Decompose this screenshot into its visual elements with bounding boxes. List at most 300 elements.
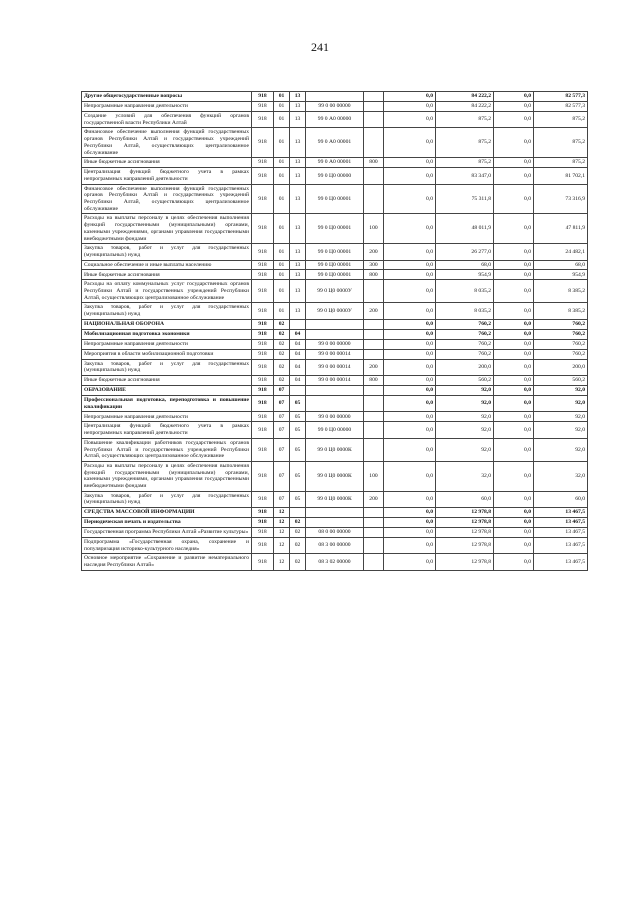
expense-kind-cell xyxy=(364,319,384,329)
amount-cell-2: 12 978,8 xyxy=(436,508,494,518)
section-code-cell: 07 xyxy=(274,385,290,395)
expense-kind-cell xyxy=(364,508,384,518)
page-number: 241 xyxy=(311,40,329,54)
amount-cell-1: 0,0 xyxy=(384,359,436,375)
expense-kind-cell: 800 xyxy=(364,158,384,168)
amount-cell-2: 200,0 xyxy=(436,359,494,375)
amount-cell-3: 0,0 xyxy=(494,184,534,214)
amount-cell-3: 0,0 xyxy=(494,508,534,518)
section-code-cell: 01 xyxy=(274,158,290,168)
table-row xyxy=(82,395,588,411)
ministry-code-cell: 918 xyxy=(252,461,274,491)
ministry-code-cell: 918 xyxy=(252,270,274,280)
amount-cell-3: 0,0 xyxy=(494,319,534,329)
amount-cell-4: 82 577,3 xyxy=(534,102,588,112)
subsection-code-cell: 13 xyxy=(290,92,306,102)
ministry-code-cell: 918 xyxy=(252,518,274,528)
amount-cell-4: 24 482,1 xyxy=(534,244,588,260)
amount-cell-2: 60,0 xyxy=(436,491,494,507)
ministry-code-cell: 918 xyxy=(252,554,274,570)
table-row xyxy=(82,214,588,244)
section-code-cell: 01 xyxy=(274,270,290,280)
row-name-cell: Профессиональная подготовка, переподготовка и повышение квалификации xyxy=(82,395,252,411)
row-name-cell: Основное мероприятие «Сохранение и развитие нематериального наследия Республики Алтай» xyxy=(82,554,252,570)
target-article-cell xyxy=(306,92,364,102)
expense-kind-cell: 200 xyxy=(364,491,384,507)
amount-cell-3: 0,0 xyxy=(494,260,534,270)
expense-kind-cell xyxy=(364,184,384,214)
table-row xyxy=(82,112,588,128)
amount-cell-3: 0,0 xyxy=(494,537,534,553)
target-article-cell: 99 0 Ц0 00001 xyxy=(306,270,364,280)
target-article-cell: 99 0 Ц0 0000У xyxy=(306,280,364,303)
ministry-code-cell: 918 xyxy=(252,537,274,553)
section-code-cell: 02 xyxy=(274,359,290,375)
ministry-code-cell: 918 xyxy=(252,168,274,184)
target-article-cell: 99 0 А0 00001 xyxy=(306,158,364,168)
amount-cell-3: 0,0 xyxy=(494,461,534,491)
row-name-cell: Создание условий для обеспечения функций органов государственной власти Республики Алтай xyxy=(82,112,252,128)
expense-kind-cell xyxy=(364,518,384,528)
amount-cell-4: 760,2 xyxy=(534,319,588,329)
subsection-code-cell xyxy=(290,319,306,329)
amount-cell-4: 8 385,2 xyxy=(534,280,588,303)
target-article-cell xyxy=(306,518,364,528)
amount-cell-2: 12 978,8 xyxy=(436,537,494,553)
section-code-cell: 01 xyxy=(274,214,290,244)
row-name-cell: Повышение квалификации работников государственных органов Республики Алтай и государственных учреждений Республики Алтай, осуществляющих централизованное обслуживание xyxy=(82,438,252,461)
amount-cell-3: 0,0 xyxy=(494,329,534,339)
amount-cell-4: 92,0 xyxy=(534,422,588,438)
subsection-code-cell: 05 xyxy=(290,461,306,491)
amount-cell-4: 760,2 xyxy=(534,349,588,359)
subsection-code-cell: 13 xyxy=(290,280,306,303)
row-name-cell: Закупка товаров, работ и услуг для государственных (муниципальных) нужд xyxy=(82,244,252,260)
target-article-cell: 99 0 Ц0 00001 xyxy=(306,214,364,244)
amount-cell-4: 760,2 xyxy=(534,339,588,349)
section-code-cell: 01 xyxy=(274,280,290,303)
ministry-code-cell: 918 xyxy=(252,102,274,112)
amount-cell-3: 0,0 xyxy=(494,375,534,385)
section-code-cell: 12 xyxy=(274,537,290,553)
expense-kind-cell xyxy=(364,280,384,303)
row-name-cell: Периодическая печать и издательства xyxy=(82,518,252,528)
expense-kind-cell: 200 xyxy=(364,244,384,260)
section-code-cell: 01 xyxy=(274,244,290,260)
amount-cell-3: 0,0 xyxy=(494,244,534,260)
section-code-cell: 01 xyxy=(274,128,290,158)
row-name-cell: Финансовое обеспечение выполнения функций государственных органов Республики Алтай и государственных учреждений Республики Алтай, осуществляющих централизованное обслуживание xyxy=(82,128,252,158)
subsection-code-cell: 02 xyxy=(290,554,306,570)
table-row xyxy=(82,168,588,184)
subsection-code-cell: 13 xyxy=(290,158,306,168)
subsection-code-cell: 13 xyxy=(290,102,306,112)
table-row xyxy=(82,375,588,385)
amount-cell-2: 875,2 xyxy=(436,128,494,158)
amount-cell-4: 92,0 xyxy=(534,438,588,461)
amount-cell-1: 0,0 xyxy=(384,102,436,112)
amount-cell-4: 560,2 xyxy=(534,375,588,385)
amount-cell-1: 0,0 xyxy=(384,412,436,422)
amount-cell-1: 0,0 xyxy=(384,319,436,329)
target-article-cell: 99 0 00 00014 xyxy=(306,359,364,375)
table-row xyxy=(82,554,588,570)
row-name-cell: Иные бюджетные ассигнования xyxy=(82,158,252,168)
section-code-cell: 02 xyxy=(274,339,290,349)
row-name-cell: Непрограммные направления деятельности xyxy=(82,102,252,112)
section-code-cell: 07 xyxy=(274,438,290,461)
row-name-cell: Закупка товаров, работ и услуг для государственных (муниципальных) нужд xyxy=(82,491,252,507)
amount-cell-4: 92,0 xyxy=(534,412,588,422)
target-article-cell xyxy=(306,319,364,329)
target-article-cell: 99 0 Ц0 0000К xyxy=(306,438,364,461)
section-code-cell: 07 xyxy=(274,461,290,491)
expense-kind-cell xyxy=(364,128,384,158)
amount-cell-3: 0,0 xyxy=(494,339,534,349)
target-article-cell: 08 3 00 00000 xyxy=(306,537,364,553)
target-article-cell: 99 0 Ц0 0000У xyxy=(306,303,364,319)
section-code-cell: 02 xyxy=(274,375,290,385)
amount-cell-3: 0,0 xyxy=(494,128,534,158)
target-article-cell: 99 0 00 00014 xyxy=(306,375,364,385)
amount-cell-1: 0,0 xyxy=(384,508,436,518)
expense-kind-cell xyxy=(364,92,384,102)
table-row xyxy=(82,303,588,319)
ministry-code-cell: 918 xyxy=(252,303,274,319)
section-code-cell: 02 xyxy=(274,349,290,359)
amount-cell-3: 0,0 xyxy=(494,359,534,375)
ministry-code-cell: 918 xyxy=(252,528,274,538)
amount-cell-2: 875,2 xyxy=(436,158,494,168)
amount-cell-2: 92,0 xyxy=(436,395,494,411)
table-body xyxy=(82,92,588,571)
amount-cell-1: 0,0 xyxy=(384,385,436,395)
amount-cell-4: 13 467,5 xyxy=(534,528,588,538)
section-code-cell: 12 xyxy=(274,508,290,518)
expense-kind-cell xyxy=(364,438,384,461)
expense-kind-cell xyxy=(364,329,384,339)
table-row xyxy=(82,102,588,112)
ministry-code-cell: 918 xyxy=(252,339,274,349)
row-name-cell: Подпрограмма «Государственная охрана, сохранение и популяризация историко-культурного наследия» xyxy=(82,537,252,553)
amount-cell-3: 0,0 xyxy=(494,385,534,395)
expense-kind-cell xyxy=(364,349,384,359)
amount-cell-1: 0,0 xyxy=(384,554,436,570)
amount-cell-1: 0,0 xyxy=(384,528,436,538)
ministry-code-cell: 918 xyxy=(252,395,274,411)
expense-kind-cell xyxy=(364,395,384,411)
ministry-code-cell: 918 xyxy=(252,422,274,438)
subsection-code-cell: 04 xyxy=(290,339,306,349)
amount-cell-4: 32,0 xyxy=(534,461,588,491)
target-article-cell: 99 0 Ц0 00000 xyxy=(306,168,364,184)
table-row xyxy=(82,319,588,329)
expense-kind-cell xyxy=(364,412,384,422)
row-name-cell: Мероприятия в области мобилизационной подготовки xyxy=(82,349,252,359)
expense-kind-cell xyxy=(364,385,384,395)
row-name-cell: Мобилизационная подготовка экономики xyxy=(82,329,252,339)
subsection-code-cell: 05 xyxy=(290,438,306,461)
ministry-code-cell: 918 xyxy=(252,349,274,359)
section-code-cell: 12 xyxy=(274,528,290,538)
section-code-cell: 07 xyxy=(274,395,290,411)
row-name-cell: Расходы на выплаты персоналу в целях обеспечения выполнения функций государственными (муниципальными) органами, казенными учреждениями, органами управления государственными внебюджетными фондами xyxy=(82,461,252,491)
amount-cell-3: 0,0 xyxy=(494,438,534,461)
target-article-cell: 99 0 Ц0 0000К xyxy=(306,461,364,491)
amount-cell-1: 0,0 xyxy=(384,270,436,280)
amount-cell-2: 8 035,2 xyxy=(436,280,494,303)
expense-kind-cell xyxy=(364,537,384,553)
expense-kind-cell xyxy=(364,422,384,438)
amount-cell-1: 0,0 xyxy=(384,461,436,491)
expense-kind-cell xyxy=(364,102,384,112)
target-article-cell: 99 0 Ц0 00001 xyxy=(306,184,364,214)
amount-cell-3: 0,0 xyxy=(494,158,534,168)
section-code-cell: 01 xyxy=(274,303,290,319)
ministry-code-cell: 918 xyxy=(252,375,274,385)
amount-cell-4: 875,2 xyxy=(534,112,588,128)
amount-cell-4: 68,0 xyxy=(534,260,588,270)
amount-cell-2: 83 347,0 xyxy=(436,168,494,184)
amount-cell-4: 200,0 xyxy=(534,359,588,375)
amount-cell-1: 0,0 xyxy=(384,395,436,411)
expense-kind-cell: 300 xyxy=(364,260,384,270)
amount-cell-3: 0,0 xyxy=(494,528,534,538)
amount-cell-1: 0,0 xyxy=(384,537,436,553)
table-row xyxy=(82,412,588,422)
amount-cell-4: 13 467,5 xyxy=(534,518,588,528)
amount-cell-3: 0,0 xyxy=(494,303,534,319)
table-row xyxy=(82,339,588,349)
amount-cell-2: 32,0 xyxy=(436,461,494,491)
table-row xyxy=(82,92,588,102)
table-row xyxy=(82,280,588,303)
amount-cell-2: 12 978,8 xyxy=(436,528,494,538)
amount-cell-1: 0,0 xyxy=(384,260,436,270)
amount-cell-3: 0,0 xyxy=(494,270,534,280)
amount-cell-1: 0,0 xyxy=(384,92,436,102)
row-name-cell: Непрограммные направления деятельности xyxy=(82,339,252,349)
ministry-code-cell: 918 xyxy=(252,244,274,260)
table-row xyxy=(82,537,588,553)
row-name-cell: Социальное обеспечение и иные выплаты населению xyxy=(82,260,252,270)
amount-cell-2: 760,2 xyxy=(436,329,494,339)
table-row xyxy=(82,438,588,461)
row-name-cell: Государственная программа Республики Алтай «Развитие культуры» xyxy=(82,528,252,538)
amount-cell-4: 81 702,1 xyxy=(534,168,588,184)
target-article-cell: 99 0 Ц0 00001 xyxy=(306,244,364,260)
amount-cell-2: 760,2 xyxy=(436,349,494,359)
ministry-code-cell: 918 xyxy=(252,280,274,303)
section-code-cell: 07 xyxy=(274,412,290,422)
amount-cell-2: 48 011,9 xyxy=(436,214,494,244)
row-name-cell: Непрограммные направления деятельности xyxy=(82,412,252,422)
amount-cell-1: 0,0 xyxy=(384,280,436,303)
target-article-cell: 99 0 00 00014 xyxy=(306,349,364,359)
table-row xyxy=(82,528,588,538)
row-name-cell: Другие общегосударственные вопросы xyxy=(82,92,252,102)
amount-cell-1: 0,0 xyxy=(384,303,436,319)
expense-kind-cell xyxy=(364,528,384,538)
amount-cell-2: 560,2 xyxy=(436,375,494,385)
row-name-cell: Централизация функций бюджетного учета в рамках непрограммных направлений деятельности xyxy=(82,168,252,184)
ministry-code-cell: 918 xyxy=(252,319,274,329)
ministry-code-cell: 918 xyxy=(252,359,274,375)
section-code-cell: 01 xyxy=(274,102,290,112)
section-code-cell: 01 xyxy=(274,260,290,270)
amount-cell-2: 68,0 xyxy=(436,260,494,270)
target-article-cell: 99 0 Ц0 0000К xyxy=(306,491,364,507)
ministry-code-cell: 918 xyxy=(252,260,274,270)
ministry-code-cell: 918 xyxy=(252,112,274,128)
amount-cell-1: 0,0 xyxy=(384,329,436,339)
subsection-code-cell: 04 xyxy=(290,349,306,359)
subsection-code-cell: 13 xyxy=(290,260,306,270)
amount-cell-1: 0,0 xyxy=(384,112,436,128)
amount-cell-2: 12 978,8 xyxy=(436,518,494,528)
amount-cell-3: 0,0 xyxy=(494,349,534,359)
amount-cell-4: 13 467,5 xyxy=(534,554,588,570)
amount-cell-4: 8 385,2 xyxy=(534,303,588,319)
section-code-cell: 12 xyxy=(274,518,290,528)
table-row xyxy=(82,158,588,168)
ministry-code-cell: 918 xyxy=(252,184,274,214)
ministry-code-cell: 918 xyxy=(252,128,274,158)
amount-cell-4: 13 467,5 xyxy=(534,537,588,553)
amount-cell-4: 760,2 xyxy=(534,329,588,339)
row-name-cell: НАЦИОНАЛЬНАЯ ОБОРОНА xyxy=(82,319,252,329)
expense-kind-cell xyxy=(364,554,384,570)
subsection-code-cell: 04 xyxy=(290,329,306,339)
row-name-cell: Централизация функций бюджетного учета в рамках непрограммных направлений деятельности xyxy=(82,422,252,438)
table-row xyxy=(82,128,588,158)
expense-kind-cell: 200 xyxy=(364,359,384,375)
amount-cell-4: 47 811,9 xyxy=(534,214,588,244)
amount-cell-1: 0,0 xyxy=(384,438,436,461)
subsection-code-cell: 02 xyxy=(290,518,306,528)
amount-cell-1: 0,0 xyxy=(384,168,436,184)
table-row xyxy=(82,461,588,491)
amount-cell-1: 0,0 xyxy=(384,491,436,507)
amount-cell-3: 0,0 xyxy=(494,412,534,422)
amount-cell-4: 82 577,3 xyxy=(534,92,588,102)
target-article-cell: 99 0 Ц0 00000 xyxy=(306,422,364,438)
section-code-cell: 01 xyxy=(274,112,290,128)
amount-cell-1: 0,0 xyxy=(384,339,436,349)
section-code-cell: 01 xyxy=(274,92,290,102)
amount-cell-2: 92,0 xyxy=(436,412,494,422)
target-article-cell: 99 0 00 00000 xyxy=(306,339,364,349)
amount-cell-3: 0,0 xyxy=(494,102,534,112)
amount-cell-2: 84 222,2 xyxy=(436,92,494,102)
expense-kind-cell: 100 xyxy=(364,214,384,244)
target-article-cell: 08 0 00 00000 xyxy=(306,528,364,538)
row-name-cell: Иные бюджетные ассигнования xyxy=(82,270,252,280)
target-article-cell: 99 0 Ц0 00001 xyxy=(306,260,364,270)
ministry-code-cell: 918 xyxy=(252,92,274,102)
amount-cell-3: 0,0 xyxy=(494,518,534,528)
row-name-cell: Расходы на оплату коммунальных услуг государственных органов Республики Алтай и государственных учреждений Республики Алтай, осуществляющих централизованное обслуживание xyxy=(82,280,252,303)
amount-cell-3: 0,0 xyxy=(494,112,534,128)
section-code-cell: 12 xyxy=(274,554,290,570)
ministry-code-cell: 918 xyxy=(252,508,274,518)
subsection-code-cell: 13 xyxy=(290,112,306,128)
amount-cell-2: 92,0 xyxy=(436,438,494,461)
table-row xyxy=(82,260,588,270)
target-article-cell xyxy=(306,508,364,518)
target-article-cell: 99 0 А0 00000 xyxy=(306,112,364,128)
subsection-code-cell: 05 xyxy=(290,422,306,438)
amount-cell-2: 92,0 xyxy=(436,385,494,395)
amount-cell-4: 60,0 xyxy=(534,491,588,507)
amount-cell-4: 13 467,5 xyxy=(534,508,588,518)
amount-cell-1: 0,0 xyxy=(384,422,436,438)
amount-cell-3: 0,0 xyxy=(494,491,534,507)
table-row xyxy=(82,329,588,339)
amount-cell-3: 0,0 xyxy=(494,280,534,303)
ministry-code-cell: 918 xyxy=(252,214,274,244)
subsection-code-cell: 13 xyxy=(290,214,306,244)
table-row xyxy=(82,508,588,518)
amount-cell-1: 0,0 xyxy=(384,349,436,359)
amount-cell-3: 0,0 xyxy=(494,554,534,570)
row-name-cell: Закупка товаров, работ и услуг для государственных (муниципальных) нужд xyxy=(82,359,252,375)
expense-kind-cell: 200 xyxy=(364,303,384,319)
subsection-code-cell: 04 xyxy=(290,359,306,375)
amount-cell-2: 8 035,2 xyxy=(436,303,494,319)
ministry-code-cell: 918 xyxy=(252,329,274,339)
amount-cell-2: 954,9 xyxy=(436,270,494,280)
expense-kind-cell: 800 xyxy=(364,375,384,385)
amount-cell-1: 0,0 xyxy=(384,158,436,168)
amount-cell-2: 875,2 xyxy=(436,112,494,128)
row-name-cell: Расходы на выплаты персоналу в целях обеспечения выполнения функций государственными (муниципальными) органами, казенными учреждениями, органами управления государственными внебюджетными фондами xyxy=(82,214,252,244)
amount-cell-2: 760,2 xyxy=(436,339,494,349)
amount-cell-3: 0,0 xyxy=(494,214,534,244)
target-article-cell xyxy=(306,329,364,339)
amount-cell-3: 0,0 xyxy=(494,395,534,411)
table-row xyxy=(82,184,588,214)
ministry-code-cell: 918 xyxy=(252,412,274,422)
subsection-code-cell: 02 xyxy=(290,528,306,538)
section-code-cell: 01 xyxy=(274,184,290,214)
row-name-cell: Иные бюджетные ассигнования xyxy=(82,375,252,385)
amount-cell-1: 0,0 xyxy=(384,518,436,528)
amount-cell-2: 92,0 xyxy=(436,422,494,438)
amount-cell-2: 760,2 xyxy=(436,319,494,329)
amount-cell-1: 0,0 xyxy=(384,375,436,385)
ministry-code-cell: 918 xyxy=(252,385,274,395)
table-row xyxy=(82,349,588,359)
amount-cell-1: 0,0 xyxy=(384,128,436,158)
target-article-cell xyxy=(306,385,364,395)
expense-kind-cell xyxy=(364,168,384,184)
amount-cell-4: 92,0 xyxy=(534,385,588,395)
amount-cell-3: 0,0 xyxy=(494,168,534,184)
table-row xyxy=(82,518,588,528)
table-row xyxy=(82,422,588,438)
amount-cell-4: 954,9 xyxy=(534,270,588,280)
amount-cell-4: 73 316,9 xyxy=(534,184,588,214)
section-code-cell: 02 xyxy=(274,329,290,339)
target-article-cell: 99 0 00 00000 xyxy=(306,102,364,112)
target-article-cell: 99 0 00 00000 xyxy=(306,412,364,422)
subsection-code-cell xyxy=(290,508,306,518)
subsection-code-cell: 13 xyxy=(290,244,306,260)
subsection-code-cell: 13 xyxy=(290,303,306,319)
amount-cell-2: 84 222,2 xyxy=(436,102,494,112)
amount-cell-4: 875,2 xyxy=(534,158,588,168)
